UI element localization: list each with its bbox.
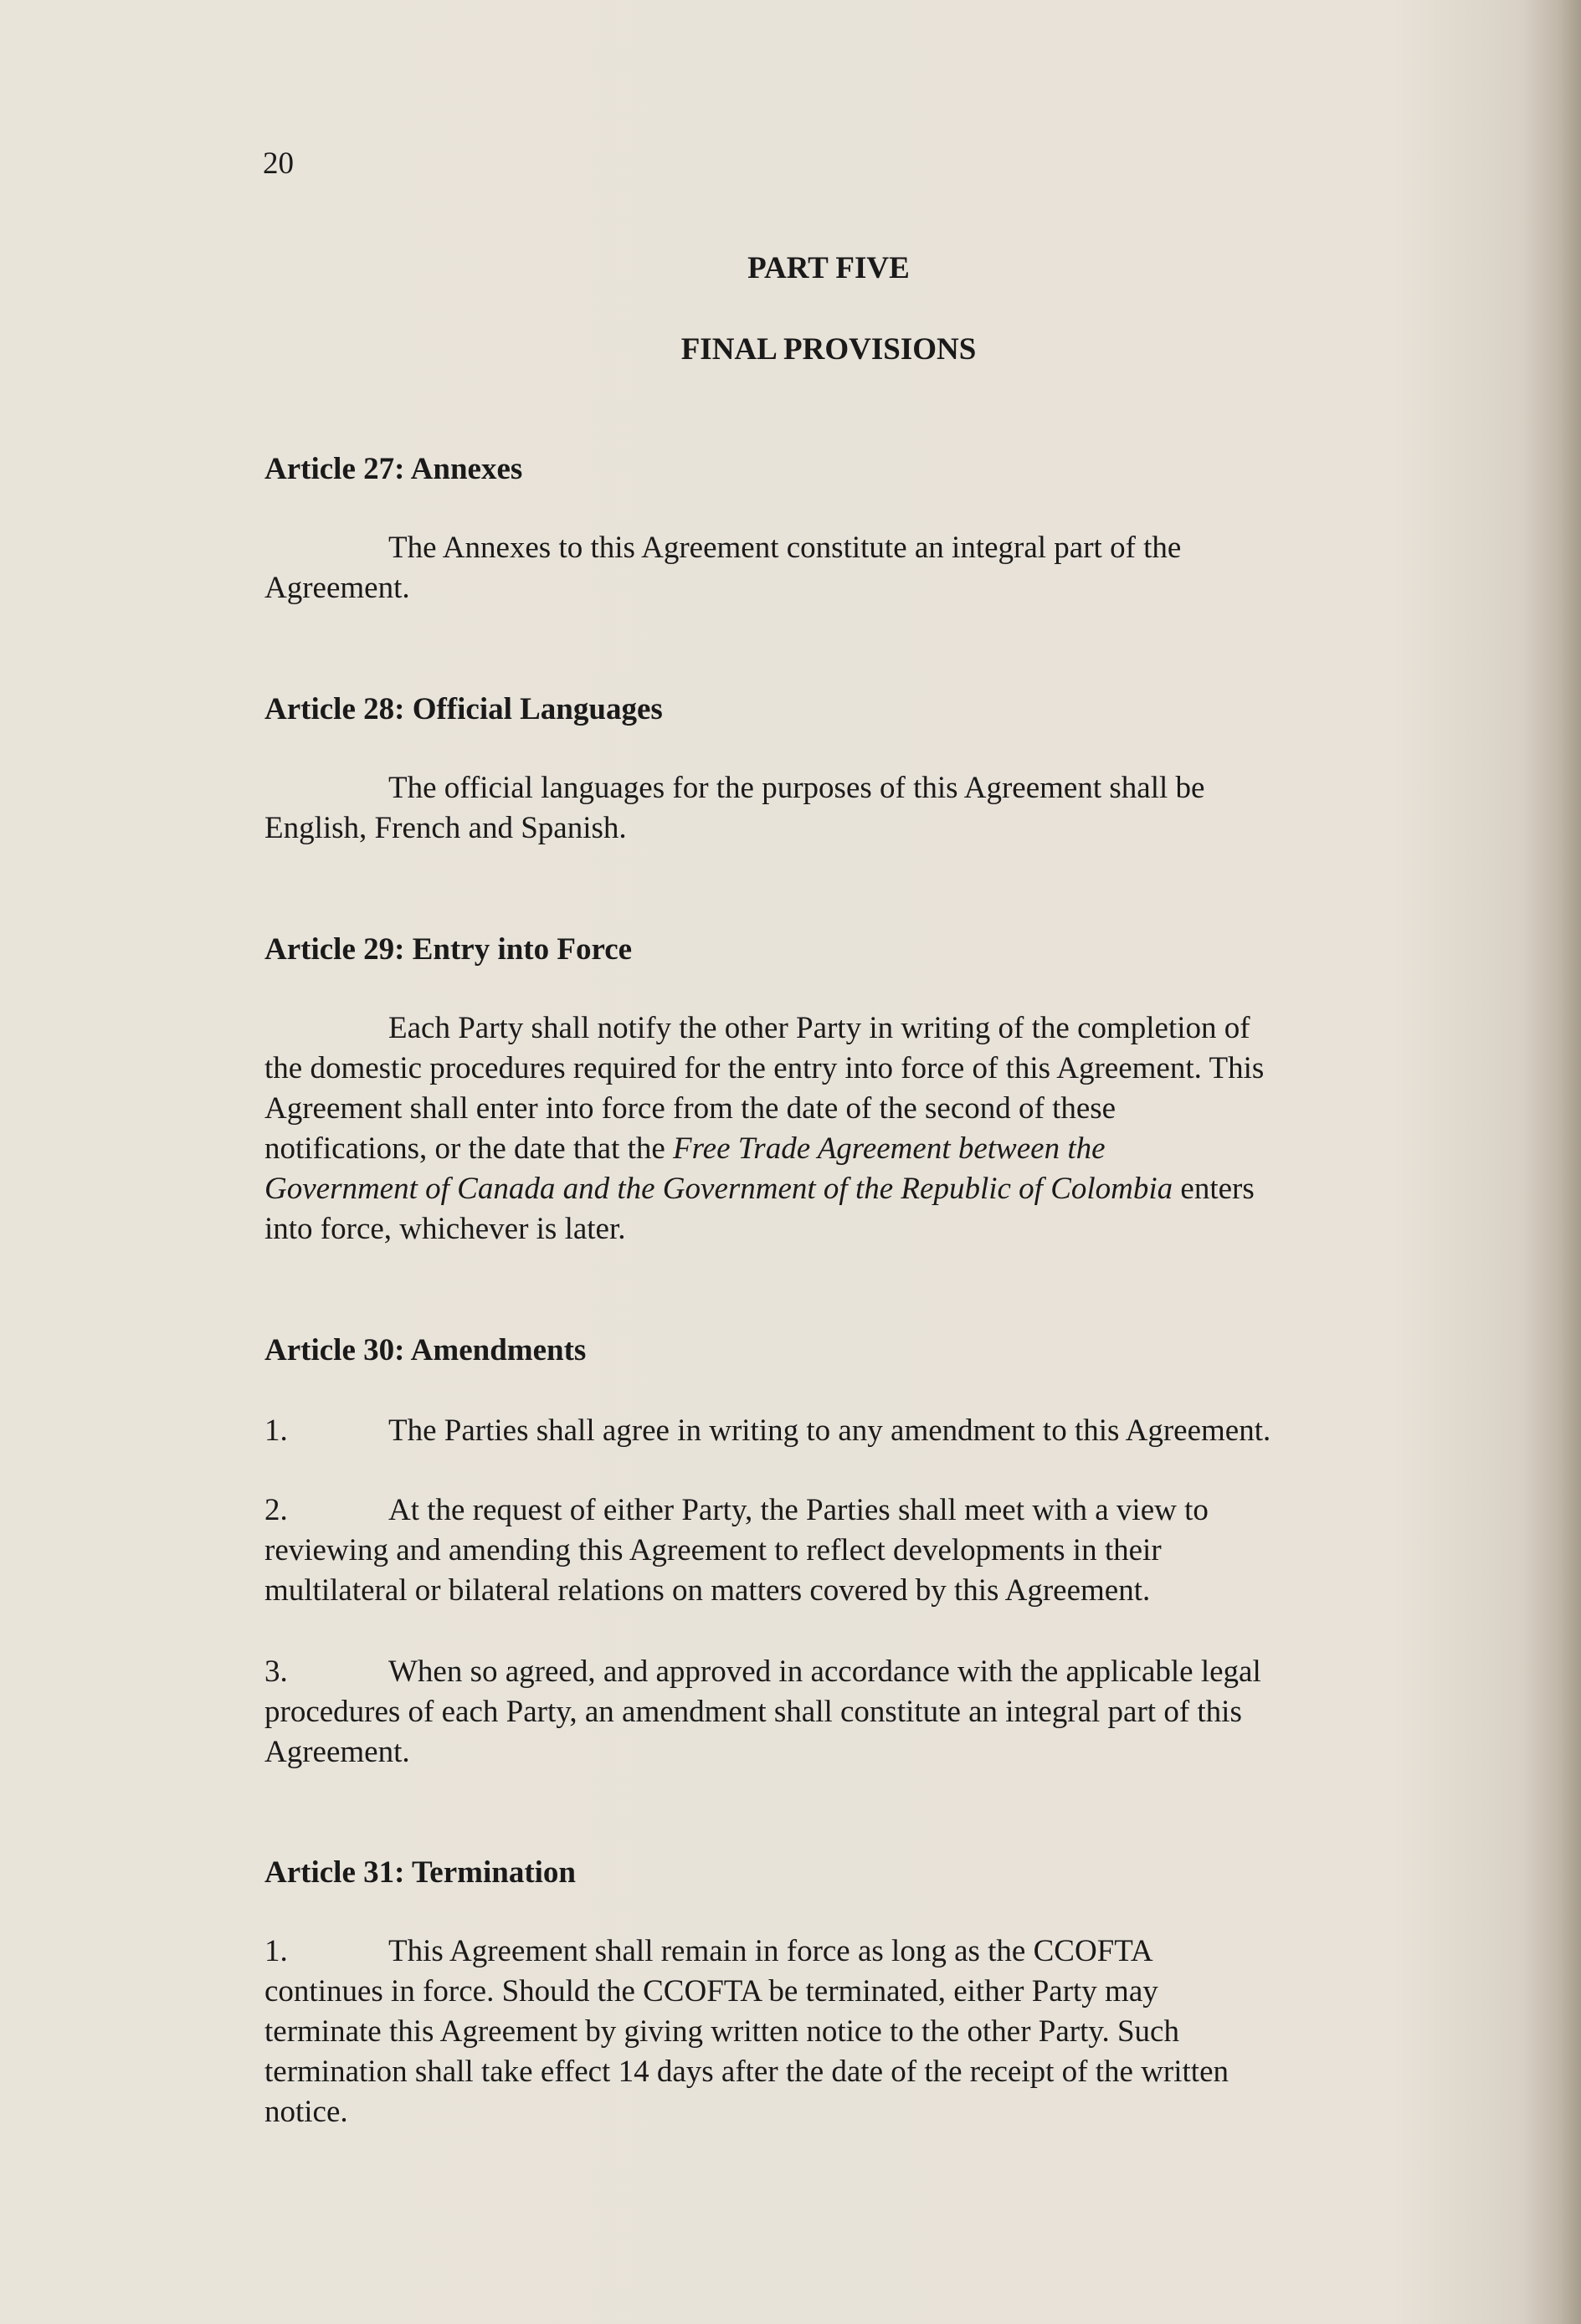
line-text: The Parties shall agree in writing to any amendment to this Agreement. bbox=[388, 1413, 1271, 1448]
article-30-item-1 bbox=[264, 1411, 1270, 1451]
line-text: At the request of either Party, the Parties shall meet with a view to bbox=[388, 1493, 1209, 1527]
paragraph-line bbox=[264, 1169, 1264, 1209]
paragraph-line: procedures of each Party, an amendment shall constitute an integral part of this bbox=[264, 1695, 1242, 1729]
paragraph-line bbox=[264, 1932, 1229, 1972]
article-31-heading: Article 31: Termination bbox=[264, 1855, 577, 1890]
paragraph-line: continues in force. Should the CCOFTA be terminated, either Party may bbox=[264, 1974, 1158, 2008]
item-number: 2. bbox=[264, 1493, 288, 1527]
paragraph-line bbox=[264, 1411, 1270, 1451]
paragraph-line bbox=[264, 1129, 1264, 1169]
article-31-item-1 bbox=[264, 1932, 1229, 2132]
agreement-title-part-2: Government of Canada and the Government of the Republic of Colombia bbox=[264, 1172, 1173, 1206]
line-text: notifications, or the date that the bbox=[264, 1131, 674, 1166]
line-text: enters bbox=[1173, 1172, 1255, 1206]
paragraph-line: Each Party shall notify the other Party in writing of the completion of bbox=[388, 1011, 1250, 1045]
section-title: FINAL PROVISIONS bbox=[680, 332, 977, 367]
paragraph-line: The official languages for the purposes of this Agreement shall be bbox=[388, 771, 1205, 805]
line-text: When so agreed, and approved in accordance with the applicable legal bbox=[388, 1655, 1261, 1689]
paragraph-line: English, French and Spanish. bbox=[264, 811, 627, 845]
article-27-paragraph bbox=[264, 528, 1181, 608]
paragraph-line: Agreement. bbox=[264, 1735, 410, 1769]
paragraph-line bbox=[264, 1652, 1261, 1692]
article-29-heading: Article 29: Entry into Force bbox=[264, 932, 633, 967]
article-29-paragraph bbox=[264, 1008, 1264, 1249]
part-title: PART FIVE bbox=[747, 251, 910, 285]
paragraph-line: multilateral or bilateral relations on matters covered by this Agreement. bbox=[264, 1573, 1151, 1608]
paragraph-line: reviewing and amending this Agreement to reflect developments in their bbox=[264, 1533, 1162, 1567]
paragraph-line bbox=[264, 1490, 1209, 1531]
paragraph-line: terminate this Agreement by giving written notice to the other Party. Such bbox=[264, 2014, 1179, 2049]
page-number: 20 bbox=[263, 146, 294, 181]
article-30-heading: Article 30: Amendments bbox=[264, 1333, 587, 1367]
article-28-paragraph bbox=[264, 768, 1204, 849]
paragraph-line: termination shall take effect 14 days after the date of the receipt of the written bbox=[264, 2055, 1229, 2089]
article-30-item-2 bbox=[264, 1490, 1209, 1611]
paragraph-line: the domestic procedures required for the entry into force of this Agreement. This bbox=[264, 1051, 1265, 1085]
article-30-item-3 bbox=[264, 1652, 1261, 1772]
item-number: 3. bbox=[264, 1655, 288, 1689]
paragraph-line: Agreement. bbox=[264, 571, 410, 605]
item-number: 1. bbox=[264, 1934, 288, 1968]
article-27-heading: Article 27: Annexes bbox=[264, 452, 523, 486]
paragraph-line: Agreement shall enter into force from the date of the second of these bbox=[264, 1091, 1116, 1126]
item-number: 1. bbox=[264, 1413, 288, 1448]
paragraph-line: The Annexes to this Agreement constitute an integral part of the bbox=[388, 531, 1182, 565]
paragraph-line: notice. bbox=[264, 2095, 348, 2129]
article-28-heading: Article 28: Official Languages bbox=[264, 692, 663, 726]
agreement-title-part-1: Free Trade Agreement between the bbox=[673, 1131, 1106, 1166]
line-text: This Agreement shall remain in force as long as the CCOFTA bbox=[388, 1934, 1153, 1968]
paragraph-line: into force, whichever is later. bbox=[264, 1212, 626, 1246]
